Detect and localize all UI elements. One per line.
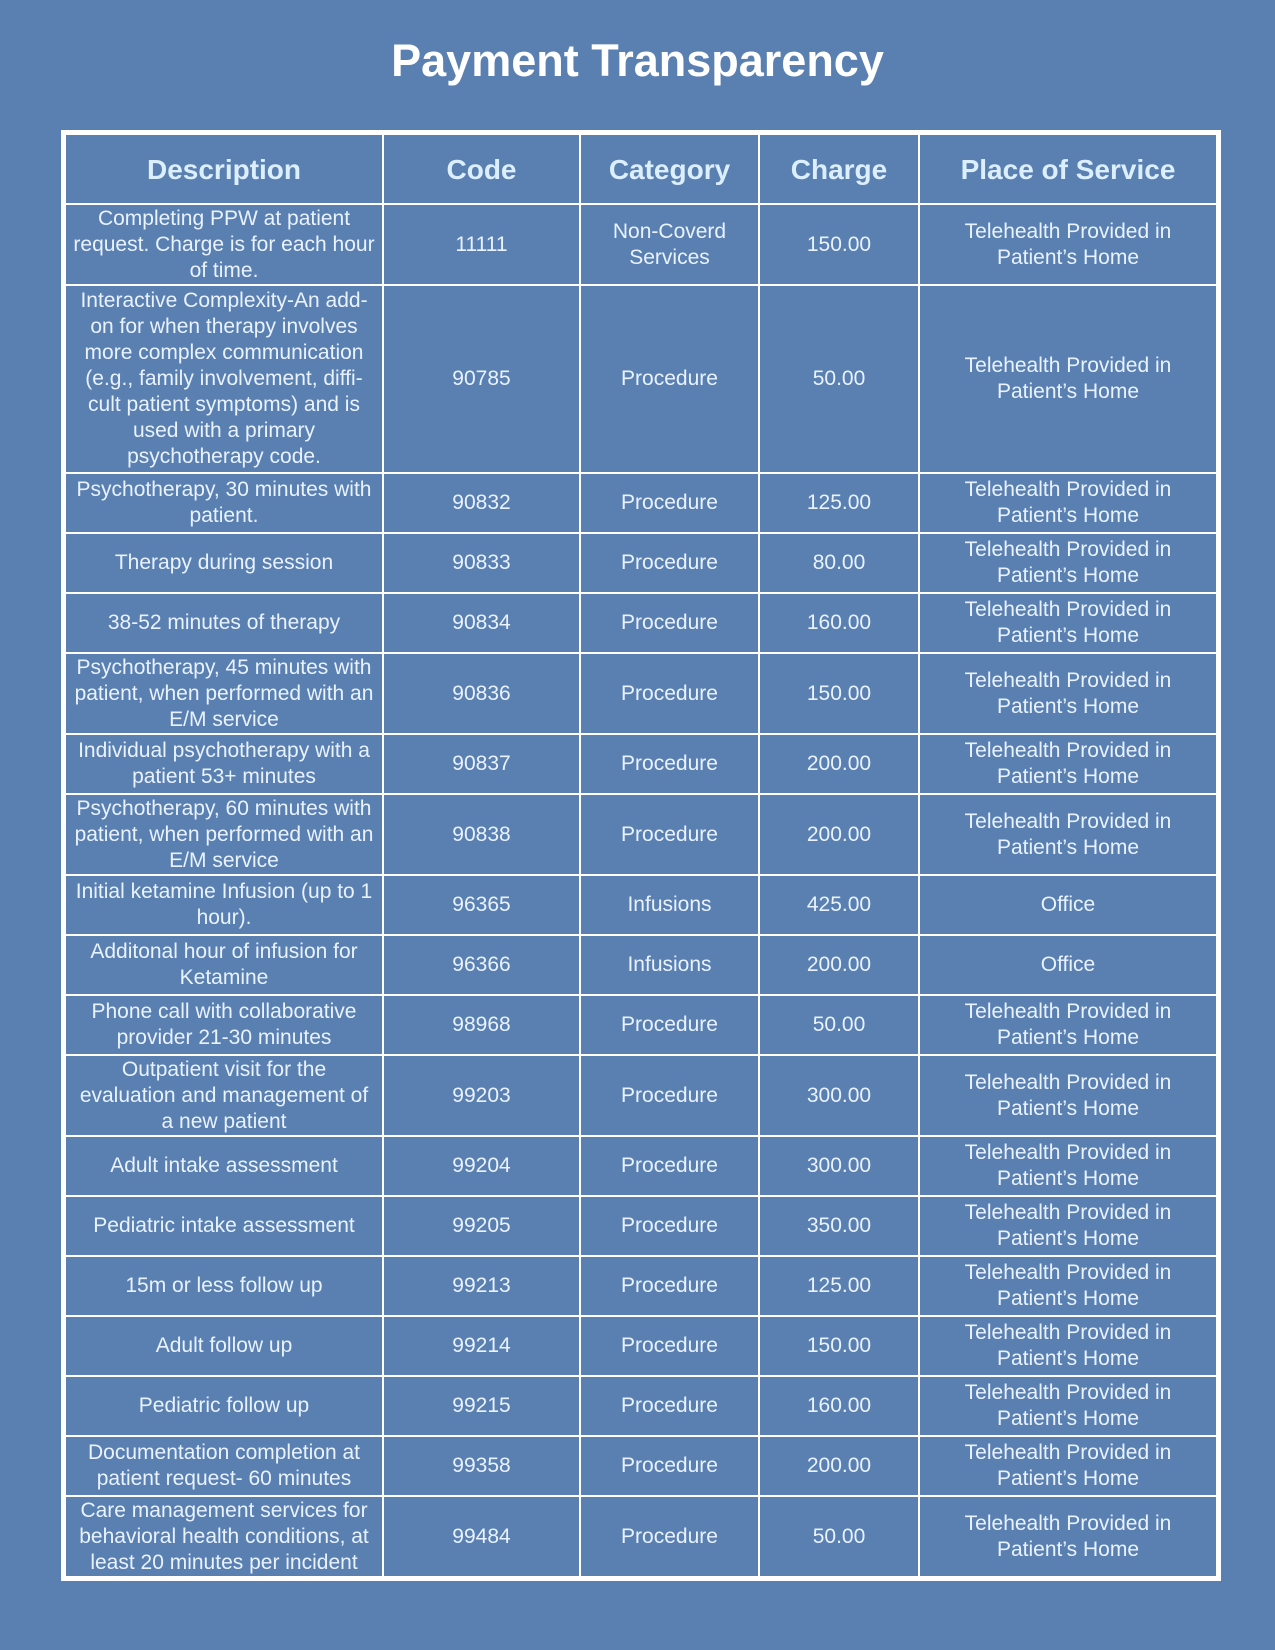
table-row [65,653,1217,734]
code-cell: 96366 [383,935,580,995]
charge-cell: 200.00 [759,1436,919,1496]
charge-cell: 150.00 [759,204,919,285]
category-cell: Procedure [580,995,759,1055]
place-of-service-cell: Telehealth Provided in Patient’s Home [919,1316,1217,1376]
charge-cell: 50.00 [759,1496,919,1577]
code-cell: 99358 [383,1436,580,1496]
table-row [65,1196,1217,1256]
code-cell: 99205 [383,1196,580,1256]
category-cell: Procedure [580,285,759,473]
category-cell: Procedure [580,1256,759,1316]
charge-cell: 300.00 [759,1055,919,1136]
column-header-category: Category [580,134,759,204]
charge-cell: 200.00 [759,794,919,875]
charge-cell: 150.00 [759,653,919,734]
place-of-service-cell: Telehealth Provided in Patient’s Home [919,734,1217,794]
place-of-service-cell: Telehealth Provided in Patient’s Home [919,653,1217,734]
table-row [65,593,1217,653]
description-cell: Outpatient visit for the evaluation and management of a new patient [65,1055,383,1136]
code-cell: 99215 [383,1376,580,1436]
description-cell: Psychotherapy, 45 minutes with patient, when performed with an E/M service [65,653,383,734]
charge-cell: 350.00 [759,1196,919,1256]
charge-cell: 200.00 [759,734,919,794]
category-cell: Procedure [580,1196,759,1256]
charge-cell: 50.00 [759,285,919,473]
code-cell: 11111 [383,204,580,285]
category-cell: Procedure [580,473,759,533]
table-row [65,935,1217,995]
description-cell: 38-52 minutes of therapy [65,593,383,653]
table-row [65,1496,1217,1577]
table-row [65,1436,1217,1496]
category-cell: Procedure [580,653,759,734]
charge-cell: 200.00 [759,935,919,995]
description-cell: Adult follow up [65,1316,383,1376]
category-cell: Non-Coverd Services [580,204,759,285]
description-cell: Documentation completion at patient request- 60 minutes [65,1436,383,1496]
charge-cell: 150.00 [759,1316,919,1376]
category-cell: Procedure [580,533,759,593]
charge-cell: 160.00 [759,1376,919,1436]
place-of-service-cell: Telehealth Provided in Patient’s Home [919,204,1217,285]
table-row [65,1136,1217,1196]
category-cell: Procedure [580,1316,759,1376]
place-of-service-cell: Telehealth Provided in Patient’s Home [919,995,1217,1055]
description-cell: Additonal hour of infusion for Ketamine [65,935,383,995]
description-cell: Adult intake assessment [65,1136,383,1196]
column-header-description: Description [65,134,383,204]
table-row [65,875,1217,935]
code-cell: 99484 [383,1496,580,1577]
code-cell: 99214 [383,1316,580,1376]
code-cell: 96365 [383,875,580,935]
column-header-place-of-service: Place of Service [919,134,1217,204]
description-cell: Pediatric intake assessment [65,1196,383,1256]
description-cell: Phone call with collaborative provider 21-30 minutes [65,995,383,1055]
description-cell: Psychotherapy, 30 minutes with patient. [65,473,383,533]
code-cell: 99213 [383,1256,580,1316]
place-of-service-cell: Telehealth Provided in Patient’s Home [919,1436,1217,1496]
code-cell: 90832 [383,473,580,533]
code-cell: 99203 [383,1055,580,1136]
description-cell: Psychotherapy, 60 minutes with patient, when performed with an E/M service [65,794,383,875]
table-row [65,995,1217,1055]
description-cell: Therapy during session [65,533,383,593]
category-cell: Procedure [580,734,759,794]
table-row [65,285,1217,473]
description-cell: Interactive Complexity-An add-on for when therapy involves more complex communication (e.g., family involvement, diffi-cult patient symptoms) and is used with a primary psychotherapy code. [65,285,383,473]
table-row [65,204,1217,285]
code-cell: 98968 [383,995,580,1055]
payment-table-frame [61,130,1221,1581]
description-cell: 15m or less follow up [65,1256,383,1316]
code-cell: 90837 [383,734,580,794]
table-row [65,794,1217,875]
code-cell: 90833 [383,533,580,593]
place-of-service-cell: Office [919,875,1217,935]
place-of-service-cell: Telehealth Provided in Patient’s Home [919,593,1217,653]
category-cell: Infusions [580,875,759,935]
place-of-service-cell: Telehealth Provided in Patient’s Home [919,533,1217,593]
table-header-row [65,134,1217,204]
place-of-service-cell: Telehealth Provided in Patient’s Home [919,285,1217,473]
category-cell: Procedure [580,1376,759,1436]
charge-cell: 160.00 [759,593,919,653]
place-of-service-cell: Office [919,935,1217,995]
charge-cell: 50.00 [759,995,919,1055]
place-of-service-cell: Telehealth Provided in Patient’s Home [919,473,1217,533]
description-cell: Care management services for behavioral health conditions, at least 20 minutes per incident [65,1496,383,1577]
column-header-code: Code [383,134,580,204]
charge-cell: 125.00 [759,473,919,533]
code-cell: 90838 [383,794,580,875]
charge-cell: 125.00 [759,1256,919,1316]
place-of-service-cell: Telehealth Provided in Patient’s Home [919,794,1217,875]
description-cell: Completing PPW at patient request. Charge is for each hour of time. [65,204,383,285]
place-of-service-cell: Telehealth Provided in Patient’s Home [919,1256,1217,1316]
place-of-service-cell: Telehealth Provided in Patient’s Home [919,1376,1217,1436]
table-body [65,204,1217,1577]
table-row [65,533,1217,593]
category-cell: Procedure [580,593,759,653]
payment-table [64,133,1218,1578]
charge-cell: 300.00 [759,1136,919,1196]
place-of-service-cell: Telehealth Provided in Patient’s Home [919,1496,1217,1577]
table-row [65,1376,1217,1436]
charge-cell: 80.00 [759,533,919,593]
code-cell: 90834 [383,593,580,653]
table-row [65,473,1217,533]
page-title: Payment Transparency [391,35,884,86]
category-cell: Procedure [580,1136,759,1196]
place-of-service-cell: Telehealth Provided in Patient’s Home [919,1196,1217,1256]
description-cell: Pediatric follow up [65,1376,383,1436]
category-cell: Procedure [580,1496,759,1577]
category-cell: Procedure [580,1436,759,1496]
category-cell: Infusions [580,935,759,995]
table-row [65,734,1217,794]
place-of-service-cell: Telehealth Provided in Patient’s Home [919,1136,1217,1196]
category-cell: Procedure [580,1055,759,1136]
charge-cell: 425.00 [759,875,919,935]
category-cell: Procedure [580,794,759,875]
description-cell: Initial ketamine Infusion (up to 1 hour). [65,875,383,935]
code-cell: 90785 [383,285,580,473]
description-cell: Individual psychotherapy with a patient 53+ minutes [65,734,383,794]
column-header-charge: Charge [759,134,919,204]
code-cell: 90836 [383,653,580,734]
table-row [65,1055,1217,1136]
place-of-service-cell: Telehealth Provided in Patient’s Home [919,1055,1217,1136]
table-row [65,1256,1217,1316]
code-cell: 99204 [383,1136,580,1196]
table-row [65,1316,1217,1376]
